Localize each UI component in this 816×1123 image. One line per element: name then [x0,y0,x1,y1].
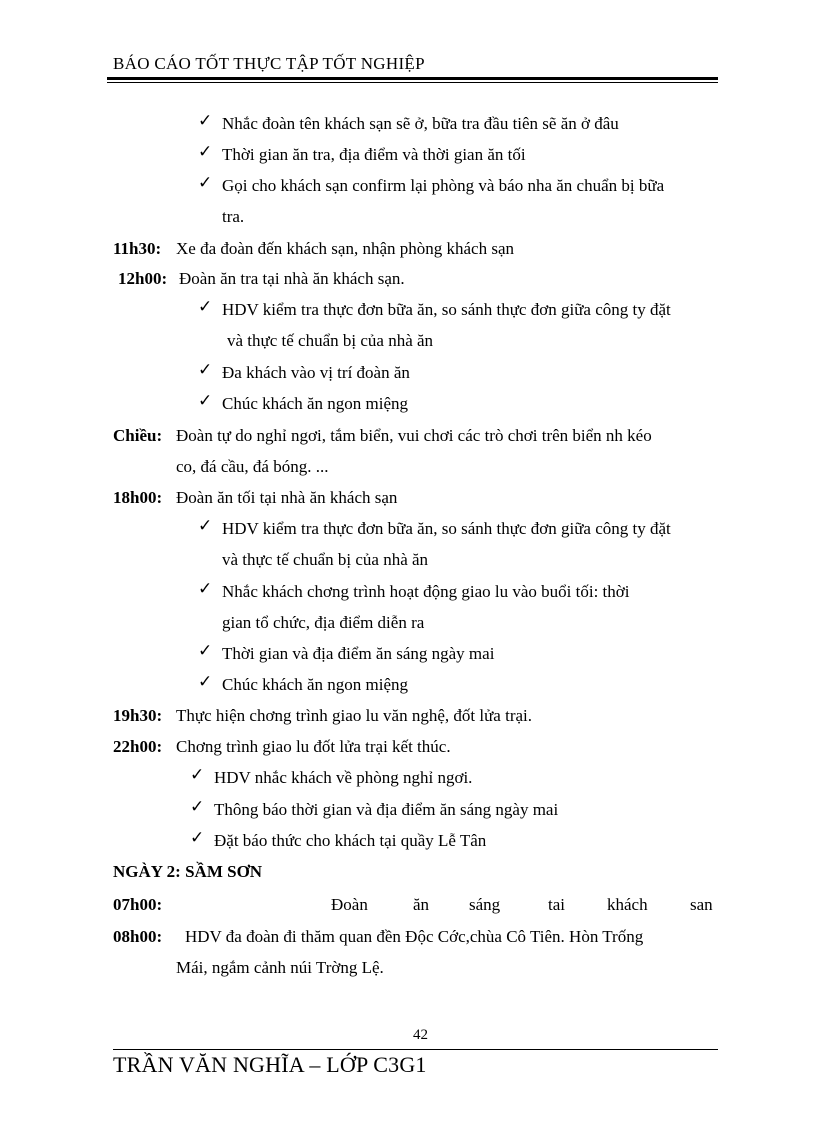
footer-author: TRẦN VĂN NGHĨA – LỚP C3G1 [113,1052,427,1077]
time-label: 08h00: [113,927,163,946]
bullet-text: HDV kiểm tra thực đơn bữa ăn, so sánh thực đơn giữa công ty đặt [222,519,671,538]
day-heading: NGÀY 2: SẦM SƠN [113,862,263,881]
check-icon: ✓ [198,173,213,192]
time-label: 18h00: [113,488,163,507]
time-label: 07h00: [113,895,163,914]
check-icon: ✓ [198,641,213,660]
check-icon: ✓ [198,391,213,410]
time-label: Chiều: [113,426,163,445]
check-icon: ✓ [198,142,213,161]
word: ăn [413,895,430,914]
bullet-text: Thời gian và địa điểm ăn sáng ngày mai [222,644,495,663]
bullet-text-cont: gian tổ chức, địa điểm diễn ra [222,613,425,632]
check-icon: ✓ [198,672,213,691]
time-label: 19h30: [113,706,163,725]
word: tai [548,895,565,914]
bullet-text-cont: và thực tế chuẩn bị của nhà ăn [227,331,434,350]
bullet-text: Thời gian ăn tra, địa điểm và thời gian ăn tối [222,145,526,164]
schedule-text: Xe đa đoàn đến khách sạn, nhận phòng khách sạn [176,239,515,258]
schedule-text: Thực hiện chơng trình giao lu văn nghệ, đốt lửa trại. [176,706,532,725]
schedule-text: Đoàn ăn tra tại nhà ăn khách sạn. [179,269,405,288]
check-icon: ✓ [190,828,205,847]
bullet-text: Thông báo thời gian và địa điểm ăn sáng ngày mai [214,800,559,819]
bullet-text: Chúc khách ăn ngon miệng [222,675,409,694]
bullet-text: HDV kiểm tra thực đơn bữa ăn, so sánh thực đơn giữa công ty đặt [222,300,671,319]
time-label: 12h00: [118,269,168,288]
bullet-text: Gọi cho khách sạn confirm lại phòng và báo nha ăn chuẩn bị bữa [222,176,665,195]
schedule-text: Đoàn ăn tối tại nhà ăn khách sạn [176,488,398,507]
header-rule-thick [107,77,718,80]
bullet-text: Đa khách vào vị trí đoàn ăn [222,363,410,382]
check-icon: ✓ [198,360,213,379]
page-header-title: BÁO CÁO TỐT THỰC TẬP TỐT NGHIỆP [113,54,425,73]
bullet-text: Nhắc đoàn tên khách sạn sẽ ở, bữa tra đầu tiên sẽ ăn ở đâu [222,114,619,133]
word: khách [607,895,648,914]
check-icon: ✓ [198,297,213,316]
check-icon: ✓ [190,797,205,816]
header-rule-thin [107,82,718,83]
time-label: 11h30: [113,239,162,258]
schedule-text-cont: Mái, ngắm cảnh núi Trờng Lệ. [176,958,384,977]
check-icon: ✓ [198,516,213,535]
check-icon: ✓ [198,111,213,130]
bullet-text: Đặt báo thức cho khách tại quầy Lễ Tân [214,831,487,850]
check-icon: ✓ [198,579,213,598]
page-number: 42 [413,1027,428,1043]
schedule-text: HDV đa đoàn đi thăm quan đền Độc Cớc,chùa Cô Tiên. Hòn Trống [185,927,644,946]
bullet-text-cont: và thực tế chuẩn bị của nhà ăn [222,550,429,569]
bullet-text: Nhắc khách chơng trình hoạt động giao lu vào buổi tối: thời [222,582,630,601]
bullet-text: Chúc khách ăn ngon miệng [222,394,409,413]
word: Đoàn [331,895,368,914]
word: san [690,895,713,914]
word: sáng [469,895,501,914]
schedule-text-cont: co, đá cầu, đá bóng. ... [176,457,329,476]
check-icon: ✓ [190,765,205,784]
time-label: 22h00: [113,737,163,756]
schedule-text: Đoàn tự do nghỉ ngơi, tắm biển, vui chơi các trò chơi trên biển nh kéo [176,426,652,445]
bullet-text-cont: tra. [222,207,245,226]
bullet-text: HDV nhắc khách về phòng nghỉ ngơi. [214,768,473,787]
schedule-text: Chơng trình giao lu đốt lửa trại kết thúc. [176,737,451,756]
footer-rule [113,1049,718,1050]
